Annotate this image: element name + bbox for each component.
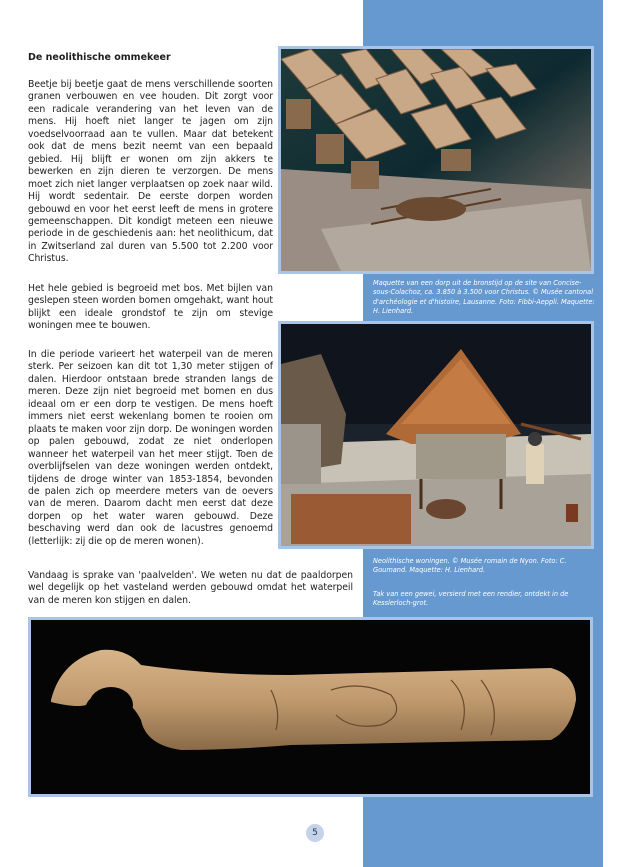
paragraph-water-level: In die periode varieert het waterpeil van de meren sterk. Per seizoen kan dit tot 1,30 meter stijgen of dalen. Hierdoor ontstaan brede stranden langs de meren. Deze zijn niet begroeid met bomen en dus ideaal om er een dorp te vestigen. De mens hoeft immers niet eerst wekenlang bomen te rooien om plaats te maken voor zijn dorp. De woningen worden op palen gebouwd, zodat ze niet onderlopen wanneer het waterpeil van het meer stijgt. Toen de overblijfselen van deze woningen werden ontdekt, tijdens de droge winter van 1853-1854, bevonden de palen zich op meerdere meters van de oevers van de meren. Daarom dacht men eerst dat deze dorpen op het water waren gebouwd. Deze beschaving werd dan ook de lacustres genoemd (letterlijk: zij die op de meren wonen). [28, 349, 273, 547]
photo-decorated-antler [28, 617, 593, 797]
photo-neolithic-house [278, 321, 594, 549]
article-heading: De neolithische ommekeer [28, 52, 171, 63]
photo-village-maquette [278, 46, 594, 274]
caption-house: Neolithische woningen. © Musée romain de Nyon. Foto: C. Goumand. Maquette: H. Lienhard. [373, 557, 567, 575]
paragraph-paalvelden: Vandaag is sprake van 'paalvelden'. We weten nu dat de paaldorpen wel degelijk op het vasteland werden gebouwd omdat het waterpeil van de meren kon stijgen en dalen. [28, 570, 353, 606]
paragraph-forest: Het hele gebied is begroeid met bos. Met bijlen van geslepen steen worden bomen omgehakt, want hout blijkt een ideale grondstof te zijn om stevige woningen mee te bouwen. [28, 283, 273, 332]
caption-village: Maquette van een dorp uit de bronstijd op de site van Concise-sous-Colachoz, ca. 3.850 à 3.500 voor Christus. © Musée cantonal d'archéologie et d'histoire, Lausanne. Foto: Fibbi-Aeppli. Maquette: H. Lienhard. [373, 279, 595, 315]
paragraph-neolithic-revolution: Beetje bij beetje gaat de mens verschillende soorten granen verbouwen en vee houden. Dit zorgt voor een radicale verandering van het leven van de mens. Hij hoeft niet langer te jagen om zijn voedselvoorraad aan te vullen. Maar dat betekent ook dat de mens bezit neemt van een bepaald gebied. Hij blijft er wonen om zijn akkers te bewerken en zijn dieren te verzorgen. De mens moet zich niet langer verplaatsen op zoek naar wild. Hij wordt sedentair. De eerste dorpen worden gebouwd en voor het eerst leeft de mens in grotere gemeenschappen. Dit kondigt meteen een nieuwe periode in de geschiedenis aan: het neolithicum, dat in Zwitserland zal duren van 5.500 tot 2.200 voor Christus. [28, 79, 273, 265]
caption-antler: Tak van een gewei, versierd met een rendier, ontdekt in de Kesslerloch-grot. [373, 590, 569, 608]
page-number: 5 [306, 824, 324, 842]
